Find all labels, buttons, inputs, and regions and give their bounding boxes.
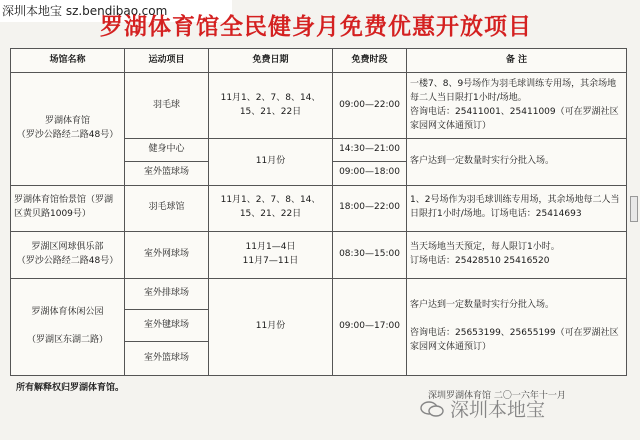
sport-cell: 羽毛球 [125, 73, 209, 139]
venue-name: 罗湖体育馆 （罗沙公路经二路48号） [11, 73, 125, 185]
table-row [11, 185, 627, 232]
dates-cell: 11月份 [209, 138, 333, 185]
wechat-icon [420, 401, 444, 417]
page-title: 罗湖体育馆全民健身月免费优惠开放项目 [100, 13, 532, 40]
note-cell: 客户达到一定数量时实行分批入场。 咨询电话：25653199、25655199（可在罗湖社区家园网文体通预订） [407, 278, 627, 375]
scrollbar-handle[interactable] [630, 196, 638, 222]
note-cell: 1、2号场作为羽毛球训练专用场，其余场地每二人当日限打1小时/场地。订场电话：25414693 [407, 185, 627, 232]
schedule-table [10, 48, 627, 376]
header-notes: 备 注 [407, 49, 627, 73]
sport-cell: 室外篮球场 [125, 342, 209, 376]
time-cell: 18:00—22:00 [333, 185, 407, 232]
dates-cell: 11月1—4日 11月7—11日 [209, 232, 333, 279]
time-cell: 08:30—15:00 [333, 232, 407, 279]
time-cell: 14:30—21:00 [333, 138, 407, 161]
footnote: 所有解释权归罗湖体育馆。 [16, 383, 125, 393]
table-row [11, 73, 627, 139]
sport-cell: 羽毛球馆 [125, 185, 209, 232]
header-venue: 场馆名称 [11, 49, 125, 73]
issuer-stamp-text: 深圳罗湖体育馆 二〇一六年十一月 [428, 391, 566, 401]
venue-name: 罗湖体育休闲公园 （罗湖区东湖二路） [11, 278, 125, 375]
header-time: 免费时段 [333, 49, 407, 73]
sport-cell: 健身中心 [125, 138, 209, 161]
site-header-url: 深圳本地宝 sz.bendibao.com [0, 0, 232, 22]
sport-cell: 室外排球场 [125, 278, 209, 310]
dates-cell: 11月份 [209, 278, 333, 375]
venue-name: 罗湖体育馆怡景馆（罗湖区黄贝路1009号） [11, 185, 125, 232]
note-cell: 客户达到一定数量时实行分批入场。 [407, 138, 627, 185]
note-cell: 一楼7、8、9号场作为羽毛球训练专用场，其余场地每二人当日限打1小时/场地。 咨询电话：25411001、25411009（可在罗湖社区家园网文体通预订） [407, 73, 627, 139]
table-header-row [11, 49, 627, 73]
sport-cell: 室外网球场 [125, 232, 209, 279]
header-dates: 免费日期 [209, 49, 333, 73]
header-sport: 运动项目 [125, 49, 209, 73]
watermark-text: 深圳本地宝 [450, 399, 546, 421]
dates-cell: 11月1、2、7、8、14、 15、21、22日 [209, 185, 333, 232]
note-cell: 当天场地当天预定，每人限订1小时。 订场电话：25428510 25416520 [407, 232, 627, 279]
dates-cell: 11月1、2、7、8、14、 15、21、22日 [209, 73, 333, 139]
time-cell: 09:00—22:00 [333, 73, 407, 139]
table-row [11, 278, 627, 310]
watermark [420, 395, 545, 422]
time-cell: 09:00—17:00 [333, 278, 407, 375]
time-cell: 09:00—18:00 [333, 162, 407, 185]
venue-name: 罗湖区网球俱乐部 （罗沙公路经二路48号） [11, 232, 125, 279]
table-row [11, 232, 627, 279]
sport-cell: 室外篮球场 [125, 162, 209, 185]
sport-cell: 室外毽球场 [125, 310, 209, 342]
